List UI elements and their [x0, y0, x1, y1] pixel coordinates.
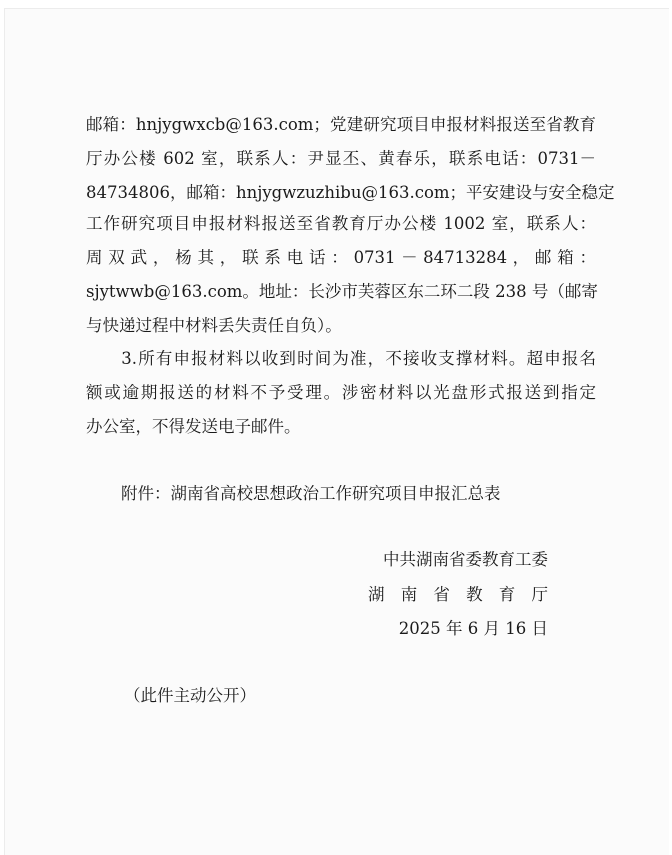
- body-line-5: 周 双 武 ， 杨 其 ， 联 系 电 话 ： 0731 － 84713284 ， 邮 箱 ：: [86, 248, 596, 267]
- disclosure-note: （此件主动公开）: [124, 686, 256, 705]
- issue-date: 2025 年 6 月 16 日: [398, 619, 548, 638]
- body-line-6: sjytwwb@163.com。地址：长沙市芙蓉区东二环二段 238 号（邮寄: [86, 282, 598, 301]
- body-line-8: 3.所有申报材料以收到时间为准，不接收支撑材料。超申报名: [86, 349, 596, 368]
- body-line-9: 额或逾期报送的材料不予受理。涉密材料以光盘形式报送到指定: [86, 383, 596, 402]
- issuer-department: 湖 南 省 教 育 厅: [368, 585, 548, 604]
- body-line-2: 厅办公楼 602 室，联系人：尹显丕、黄春乐，联系电话：0731－: [86, 149, 596, 168]
- body-line-1: 邮箱：hnjygwxcb@163.com；党建研究项目申报材料报送至省教育: [86, 115, 596, 134]
- attachment-note: 附件：湖南省高校思想政治工作研究项目申报汇总表: [121, 484, 501, 503]
- body-line-7: 与快递过程中材料丢失责任自负）。: [86, 316, 342, 335]
- body-line-3: 84734806，邮箱：hnjygwzuzhibu@163.com；平安建设与安全稳定: [86, 183, 615, 202]
- body-line-10: 办公室，不得发送电子邮件。: [86, 417, 301, 436]
- issuer-committee: 中共湖南省委教育工委: [383, 550, 548, 569]
- body-line-4: 工作研究项目申报材料报送至省教育厅办公楼 1002 室，联系人：: [86, 214, 596, 233]
